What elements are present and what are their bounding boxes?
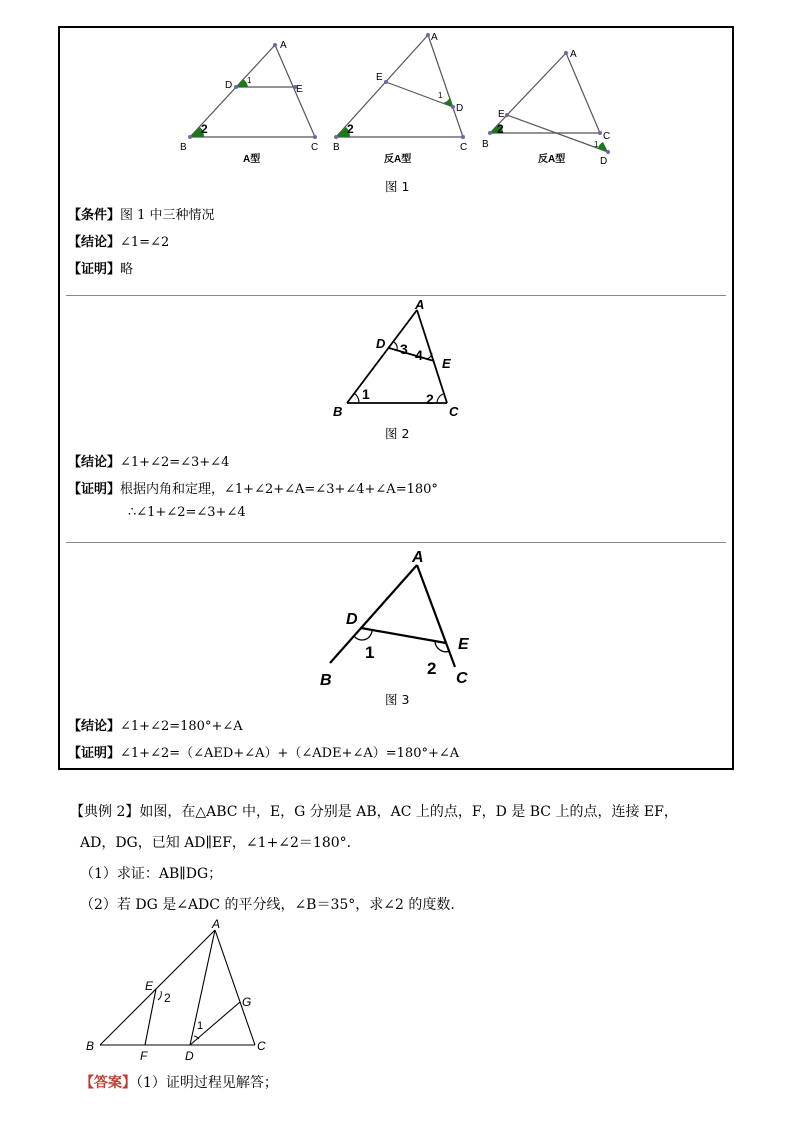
- sec1-conclusion: [68, 231, 169, 250]
- fig2-n4: 4: [415, 347, 423, 363]
- proof-text: 略: [120, 262, 134, 277]
- fig1-t3-label: 反A型: [538, 154, 566, 165]
- fig4-C: C: [257, 1039, 266, 1053]
- divider-1: [66, 295, 726, 296]
- fig1-t3-n2: 2: [497, 122, 504, 136]
- proof-text: 根据内角和定理，∠1+∠2+∠A=∠3+∠4+∠A=180°: [120, 482, 438, 497]
- answer-tag: 【答案】: [80, 1075, 136, 1091]
- fig2-D: D: [376, 336, 386, 351]
- fig3-n2: 2: [427, 659, 437, 678]
- fig1-t3-n1: 1: [594, 140, 599, 149]
- fig1-caption: 图 1: [385, 179, 410, 194]
- figure-3: [310, 545, 485, 690]
- fig1-t1-label: A型: [243, 154, 261, 165]
- fig4-G: G: [242, 995, 252, 1009]
- sec1-condition: [68, 204, 215, 223]
- fig1-t3-C: C: [603, 131, 611, 142]
- concl-text: ∠1+∠2=180°+∠A: [120, 719, 243, 734]
- fig3-caption: 图 3: [385, 692, 410, 707]
- fig1-t2-n2: 2: [347, 122, 354, 136]
- sec2-proof-line2: ∴∠1+∠2=∠3+∠4: [128, 505, 246, 520]
- proof-tag: 【证明】: [68, 482, 121, 497]
- fig1-t2-B: B: [333, 142, 340, 153]
- fig1-t1-A: A: [280, 40, 287, 51]
- fig1-triangle-b: [336, 35, 463, 137]
- fig2-A: A: [415, 298, 425, 312]
- fig2-C: C: [449, 404, 459, 419]
- fig1-t3-B: B: [482, 139, 489, 150]
- fig1-t2-n1: 1: [438, 91, 443, 100]
- fig4-n1: 1: [197, 1020, 204, 1032]
- fig1-t3-A: A: [570, 49, 577, 60]
- proof-text: ∠1+∠2=（∠AED+∠A）+（∠ADE+∠A）=180°+∠A: [120, 746, 460, 761]
- fig1-t1-n2: 2: [201, 122, 208, 136]
- fig1-t1-E: E: [296, 84, 303, 95]
- fig1-triangle-c: [490, 53, 611, 152]
- fig1-t2-E: E: [376, 72, 383, 83]
- fig4-n2: 2: [164, 991, 171, 1005]
- sec2-proof: [68, 478, 438, 497]
- fig4-D: D: [185, 1049, 194, 1063]
- fig2-n2: 2: [426, 391, 434, 407]
- example-question-1: （1）求证：AB∥DG；: [80, 866, 223, 882]
- fig2-B: B: [333, 404, 343, 419]
- fig1-t1-D: D: [225, 80, 233, 91]
- sec2-conclusion: [68, 451, 229, 470]
- figure-1: [170, 30, 630, 180]
- sec3-proof: [68, 742, 459, 761]
- concl-tag: 【结论】: [68, 235, 121, 250]
- concl-tag: 【结论】: [68, 455, 121, 470]
- concl-tag: 【结论】: [68, 719, 121, 734]
- example-question-2: （2）若 DG 是∠ADC 的平分线，∠B＝35°，求∠2 的度数.: [80, 897, 455, 913]
- answer-text: （1）证明过程见解答；: [136, 1075, 278, 1091]
- sec3-conclusion: [68, 715, 243, 734]
- fig3-n1: 1: [365, 643, 375, 662]
- fig2-E: E: [442, 356, 451, 371]
- cond-text: 图 1 中三种情况: [120, 208, 215, 223]
- fig1-t2-label: 反A型: [384, 154, 412, 165]
- concl-text: ∠1+∠2=∠3+∠4: [120, 455, 230, 470]
- answer-line: [80, 1072, 278, 1092]
- fig4-E: E: [145, 979, 154, 993]
- fig1-t3-E: E: [498, 109, 505, 120]
- divider-2: [66, 542, 726, 543]
- cond-tag: 【条件】: [68, 208, 121, 223]
- concl-text: ∠1=∠2: [120, 235, 170, 250]
- fig3-D: D: [346, 611, 358, 628]
- example-line-1: 【典例 2】如图，在△ABC 中，E，G 分别是 AB，AC 上的点，F，D 是 BC 上的点，连接 EF，: [70, 804, 678, 820]
- fig4-B: B: [86, 1039, 95, 1053]
- fig1-t2-C: C: [460, 142, 468, 153]
- fig1-t3-D: D: [600, 156, 608, 167]
- fig2-caption: 图 2: [385, 426, 410, 441]
- proof-tag: 【证明】: [68, 746, 121, 761]
- proof-tag: 【证明】: [68, 262, 121, 277]
- fig4-A: A: [212, 918, 221, 931]
- fig3-A: A: [412, 549, 424, 566]
- figure-2: [325, 298, 475, 423]
- fig2-n1: 1: [362, 386, 370, 402]
- example-line-2: AD，DG，已知 AD∥EF，∠1+∠2＝180°．: [80, 835, 361, 851]
- fig3-E: E: [458, 636, 469, 653]
- fig3-C: C: [456, 670, 468, 687]
- fig2-n3: 3: [400, 341, 408, 357]
- figure-4: [80, 918, 280, 1068]
- fig1-t2-A: A: [431, 32, 438, 43]
- fig1-t1-n1: 1: [247, 76, 252, 85]
- fig4-F: F: [140, 1049, 148, 1063]
- fig1-t2-D: D: [456, 103, 464, 114]
- fig1-t1-C: C: [311, 142, 319, 153]
- fig3-B: B: [320, 672, 332, 689]
- sec1-proof: [68, 258, 133, 277]
- fig1-t1-B: B: [180, 142, 187, 153]
